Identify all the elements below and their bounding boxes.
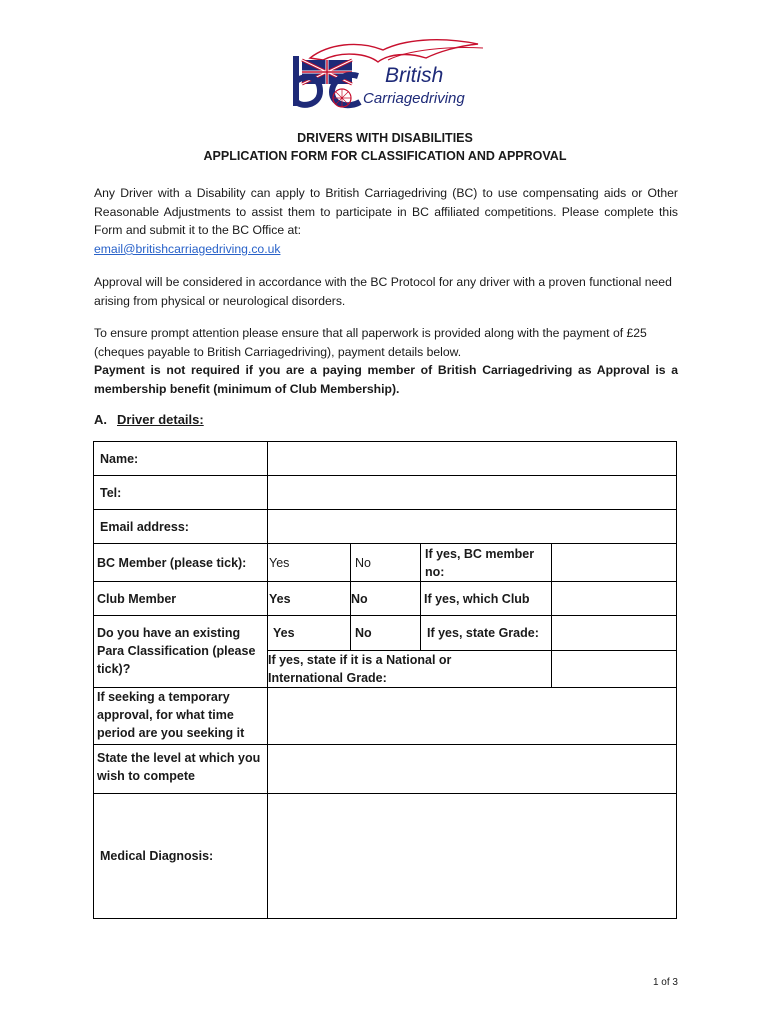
tel-input[interactable] [268,476,676,509]
temporary-approval-label: If seeking a temporary approval, for what time period are you seeking it [97,690,245,740]
which-club-label: If yes, which Club [424,592,530,606]
grade-input[interactable] [552,616,676,650]
club-member-yes[interactable]: Yes [269,592,291,606]
section-a-heading [94,412,204,427]
temporary-approval-input[interactable] [268,688,676,744]
section-title: Driver details: [117,412,204,427]
page-title-line2: APPLICATION FORM FOR CLASSIFICATION AND APPROVAL [203,149,567,163]
club-member-label: Club Member [97,592,177,606]
name-label: Name: [100,452,139,466]
compete-level-label: State the level at which you wish to compete [97,751,261,783]
intro-paragraph-3: To ensure prompt attention please ensure that all paperwork is provided along with the payment of £25 (cheques payable to British Carriagedriving), payment details below. [94,326,647,359]
logo-text-carriagedriving: Carriagedriving [363,90,465,107]
email-link[interactable]: email@britishcarriagedriving.co.uk [94,241,281,256]
bc-member-number-input[interactable] [552,544,676,581]
logo-text-british: British [385,64,444,87]
page-title-line1: DRIVERS WITH DISABILITIES [297,131,473,145]
bc-member-yes[interactable]: Yes [269,556,290,570]
bc-member-label: BC Member (please tick): [97,556,247,570]
email-label: Email address: [100,520,189,534]
medical-diagnosis-label: Medical Diagnosis: [100,849,214,863]
medical-diagnosis-input[interactable] [268,794,676,918]
horse-swoosh-icon [310,40,478,62]
which-club-input[interactable] [552,582,676,615]
national-international-input[interactable] [552,651,676,687]
club-member-no[interactable]: No [351,592,368,606]
compete-level-input[interactable] [268,745,676,793]
page-number: 1 of 3 [652,977,678,988]
driver-details-table [93,441,677,919]
section-letter: A. [94,412,107,427]
intro-paragraph-1: Any Driver with a Disability can apply to British Carriagedriving (BC) to use compensating aids or Other Reasonable Adjustments to assist them to participate in BC affiliated competitions. Please complete this Form and submit it to the BC Office at: email@britishcarriagedriving.co.uk [94,186,678,256]
bc-member-no[interactable]: No [355,556,371,570]
intro-paragraph-4: Payment is not required if you are a paying member of British Carriagedriving as Approval is a membership benefit (minimum of Club Membership). [94,363,678,396]
grade-label: If yes, state Grade: [427,626,539,640]
para-classification-label: Do you have an existing Para Classification (please tick)? [97,626,256,676]
tel-label: Tel: [100,486,122,500]
email-input[interactable] [268,510,676,543]
intro-paragraph-2: Approval will be considered in accordance with the BC Protocol for any driver with a proven functional need arising from physical or neurological disorders. [94,275,672,308]
bc-member-number-label: If yes, BC member no: [425,547,535,579]
para-class-no[interactable]: No [355,626,372,640]
para-class-yes[interactable]: Yes [273,626,295,640]
national-international-label: If yes, state if it is a National or International Grade: [268,653,452,685]
name-input[interactable] [268,442,676,475]
